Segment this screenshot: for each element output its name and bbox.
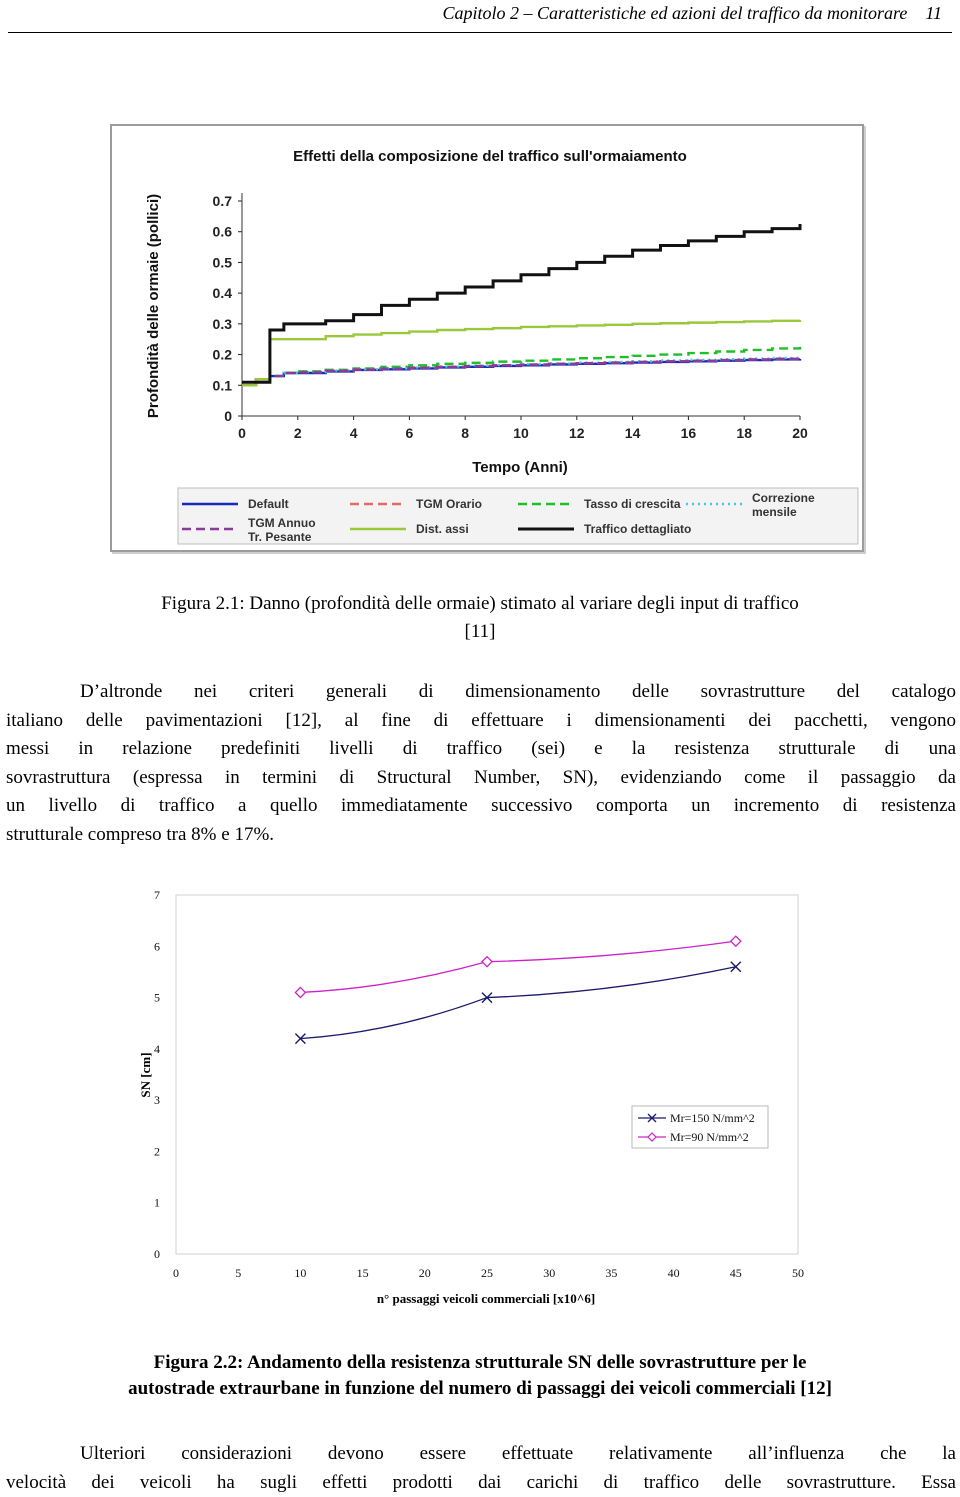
y-tick-label: 0.2 — [212, 346, 232, 363]
figure-2-chart — [110, 880, 830, 1320]
y-tick-label: 5 — [154, 990, 160, 1005]
x-tick-label: 20 — [792, 425, 808, 441]
chart-2-ylabel: SN [cm] — [138, 1052, 153, 1098]
legend-label: TGM Orario — [416, 497, 483, 511]
x-tick-label: 0 — [173, 1266, 179, 1280]
chart-1-title: Effetti della composizione del traffico sull'ormaiamento — [293, 148, 687, 165]
x-tick-label: 16 — [680, 425, 697, 441]
chart-1-legend — [178, 488, 858, 544]
x-tick-label: 18 — [736, 425, 752, 441]
x-tick-label: 0 — [238, 425, 246, 441]
x-tick-label: 25 — [481, 1266, 493, 1280]
x-tick-label: 6 — [405, 425, 414, 441]
series-line — [242, 224, 800, 382]
x-tick-label: 14 — [624, 425, 641, 441]
page-header — [0, 0, 960, 36]
chart-1-xlabel: Tempo (Anni) — [472, 459, 568, 476]
x-tick-label: 10 — [294, 1266, 307, 1280]
y-tick-label: 0.7 — [212, 193, 232, 209]
y-tick-label: 1 — [154, 1195, 160, 1210]
x-tick-label: 35 — [605, 1266, 618, 1280]
figure-1-caption — [0, 590, 960, 646]
x-tick-label: 15 — [356, 1266, 369, 1280]
y-tick-label: 6 — [154, 939, 160, 954]
figure-2-svg — [110, 880, 830, 1320]
chart-2-xlabel: n° passaggi veicoli commerciali [x10^6] — [376, 1291, 596, 1306]
x-tick-label: 20 — [418, 1266, 431, 1280]
x-tick-label: 10 — [513, 425, 529, 441]
legend-label: Mr=150 N/mm^2 — [670, 1111, 755, 1125]
y-tick-label: 0.3 — [212, 315, 232, 332]
running-header — [443, 3, 943, 24]
header-rule — [8, 32, 952, 33]
x-tick-label: 12 — [569, 425, 585, 441]
x-tick-label: 5 — [235, 1266, 242, 1280]
figure-1-caption-line1: Figura 2.1: Danno (profondità delle ormaie) stimato al variare degli input di traffico — [161, 593, 799, 614]
figure-2-caption-line2: autostrade extraurbane in funzione del numero di passaggi dei veicoli commerciali [12] — [128, 1378, 832, 1399]
y-tick-label: 4 — [154, 1041, 160, 1056]
legend-label: mensile — [752, 505, 797, 519]
paragraph-line: Ulteriori considerazioni devono essere effettuate relativamente all’influenza che la — [80, 1443, 956, 1464]
x-tick-label: 40 — [667, 1266, 680, 1280]
running-title: Capitolo 2 – Caratteristiche ed azioni del traffico da monitorare — [442, 3, 908, 23]
figure-1-chart — [110, 124, 864, 552]
page-number: 11 — [925, 3, 942, 23]
chart-1-ylabel: Profondità delle ormaie (pollici) — [145, 193, 162, 419]
legend-label: Traffico dettagliato — [584, 522, 692, 536]
y-tick-label: 2 — [154, 1144, 160, 1159]
x-tick-label: 30 — [543, 1266, 556, 1280]
y-tick-label: 3 — [154, 1093, 160, 1108]
figure-2-caption — [0, 1350, 960, 1402]
legend-label: Tr. Pesante — [248, 530, 312, 544]
y-tick-label: 0.4 — [212, 285, 232, 302]
paragraph-line: D’altronde nei criteri generali di dimensionamento delle sovrastrutture del catalogo — [80, 681, 956, 702]
y-tick-label: 0.1 — [212, 377, 232, 394]
body-paragraph-2 — [6, 1440, 956, 1497]
legend-label: Mr=90 N/mm^2 — [670, 1130, 749, 1144]
paragraph-line: velocità dei veicoli ha sugli effetti prodotti dai carichi di traffico delle sovrastrutture. Essa — [6, 1471, 956, 1493]
legend-label: Tasso di crescita — [584, 497, 681, 511]
figure-2-caption-line1: Figura 2.2: Andamento della resistenza strutturale SN delle sovrastrutture per le — [153, 1352, 807, 1373]
y-tick-label: 0 — [154, 1247, 160, 1261]
x-tick-label: 2 — [293, 425, 302, 441]
x-tick-label: 8 — [461, 425, 470, 441]
legend-label: Dist. assi — [416, 522, 469, 536]
paragraph-line: strutturale compreso tra 8% e 17%. — [6, 823, 275, 845]
paragraph-line: italiano delle pavimentazioni [12], al fine di effettuare i dimensionamenti dei pacchetti, vengono — [6, 709, 956, 731]
legend-label: Default — [248, 497, 289, 511]
chart-1-plot-area — [213, 193, 808, 441]
plot-frame — [176, 895, 798, 1254]
figure-1-svg — [112, 126, 862, 550]
legend-label: Correzione — [752, 491, 815, 505]
y-tick-label: 0 — [224, 408, 232, 424]
x-tick-label: 50 — [792, 1266, 804, 1280]
figure-1-caption-line2: [11] — [464, 621, 496, 642]
y-tick-label: 0.6 — [212, 223, 232, 240]
chart-2-plot-area — [154, 888, 804, 1280]
x-tick-label: 4 — [349, 425, 358, 441]
chart-2-legend — [632, 1106, 768, 1148]
paragraph-line: un livello di traffico a quello immediatamente successivo comporta un incremento di resistenza — [6, 795, 956, 817]
paragraph-line: messi in relazione predefiniti livelli di traffico (sei) e la resistenza strutturale di una — [6, 738, 956, 760]
y-tick-label: 7 — [154, 888, 160, 902]
paragraph-line: sovrastruttura (espressa in termini di Structural Number, SN), evidenziando come il passaggio da — [6, 766, 956, 788]
body-paragraph-1 — [6, 678, 956, 850]
x-tick-label: 45 — [729, 1266, 742, 1280]
legend-label: TGM Annuo — [248, 516, 316, 530]
y-tick-label: 0.5 — [212, 254, 232, 271]
